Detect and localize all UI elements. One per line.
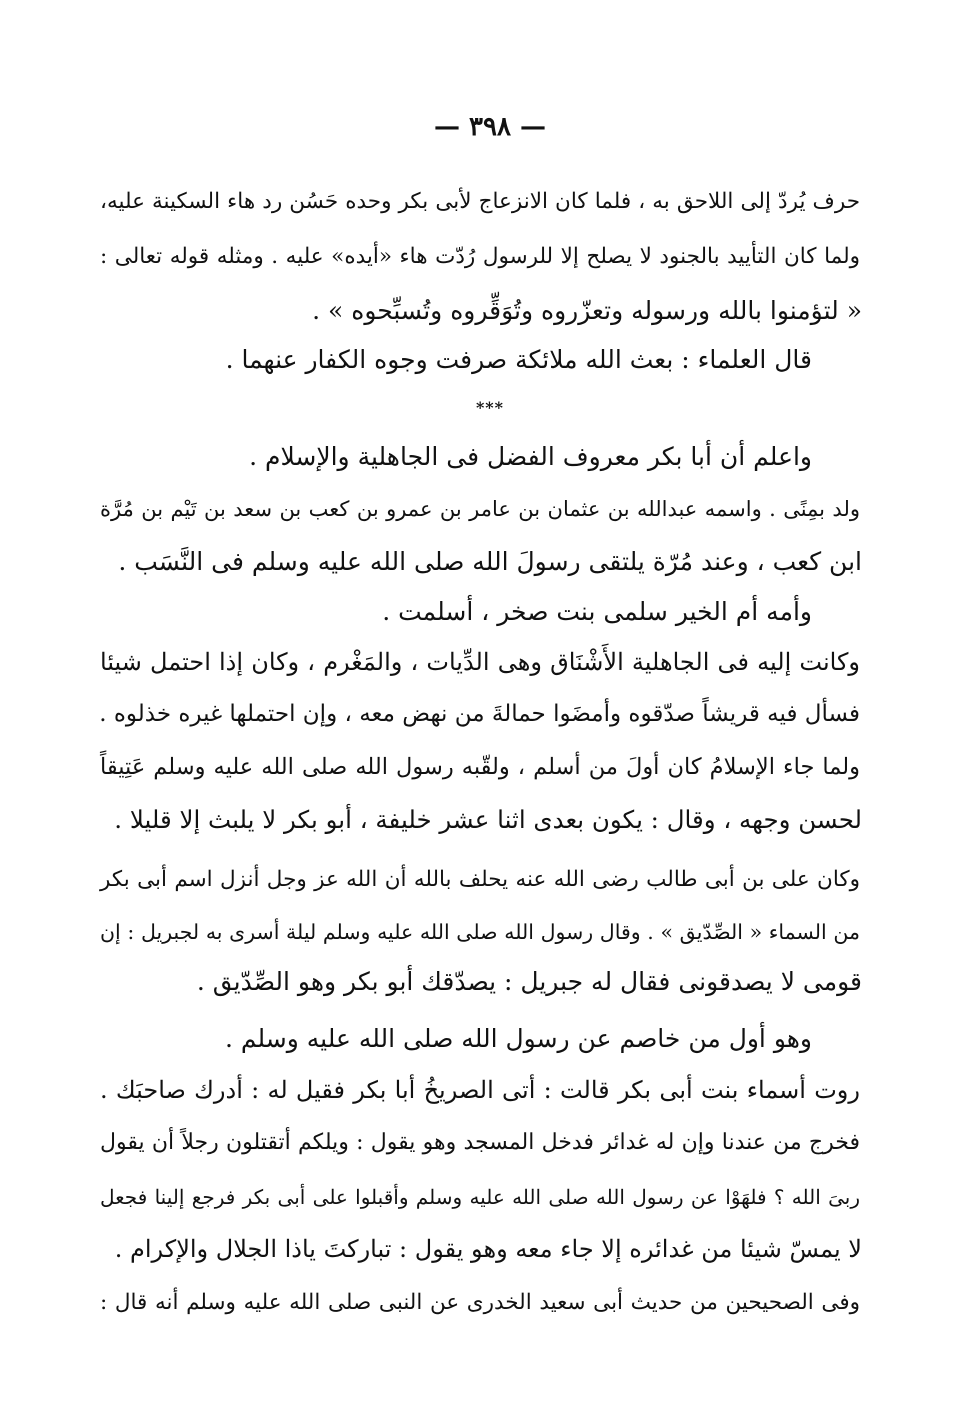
section-separator: *** — [475, 398, 505, 417]
text-line-15: قومى لا يصدقونى فقال له جبريل : يصدّقك أبو بكر وهو الصِّدّيق . — [196, 967, 862, 996]
text-line-20: لا يمسّ شيئا من غدائره إلا جاء معه وهو يقول : تباركتَ ياذا الجلال والإكرام . — [114, 1235, 862, 1263]
text-line-2: ولما كان التأييد بالجنود لا يصلح إلا للرسول رُدّت هاء «أيده» عليه . ومثله قوله تعالى : — [100, 244, 860, 269]
text-line-4: قال العلماء : بعث الله ملائكة صرفت وجوه الكفار عنهما . — [225, 345, 812, 374]
text-line-6: ولد بمِنًى . واسمه عبدالله بن عثمان بن عامر بن عمرو بن كعب بن سعد بن تَيْم بن مُرَّة — [100, 497, 860, 521]
page-number: — ٣٩٨ — — [433, 112, 547, 142]
text-line-10: فسأل فيه قريشاً صدّقوه وأمضَوا حمالةَ من نهض معه ، وإن احتملها غيره خذلوه . — [99, 701, 860, 727]
text-line-3: « لتؤمنوا بالله ورسوله وتعزّروه وتُوَقِّروه وتُسبِّحوه » . — [312, 296, 862, 325]
text-line-9: وكانت إليه فى الجاهلية الأَشْنَاق وهى الدِّيات ، والمَغْرم ، وكان إذا احتمل شيئا — [100, 648, 860, 676]
text-line-13: وكان على بن أبى طالب رضى الله عنه يحلف بالله أن الله عز وجل أنزل اسم أبى بكر — [100, 867, 860, 892]
text-line-16: وهو أول من خاصم عن رسول الله صلى الله عليه وسلم . — [224, 1024, 812, 1053]
text-line-14: من السماء « الصِّدّيق » . وقال رسول الله صلى الله عليه وسلم ليلة أسرى به لجبريل : إن — [100, 920, 860, 944]
text-line-18: فخرج من عندنا وإن له غدائر فدخل المسجد وهو يقول : ويلكم أتقتلون رجلاً أن يقول — [100, 1130, 860, 1155]
text-line-7: ابن كعب ، وعند مُرّة يلتقى رسولَ الله صلى الله عليه وسلم فى النَّسَب . — [118, 547, 862, 576]
text-line-1: حرف يُردّ إلى اللاحق به ، فلما كان الانزعاج لأبى بكر وحده حَسُن رد هاء السكينة عليه، — [100, 189, 860, 214]
text-line-17: روت أسماء بنت أبى بكر قالت : أتى الصريخُ أبا بكر فقيل له : أدرك صاحبَك . — [100, 1076, 860, 1104]
text-line-19: ربىَ الله ؟ فلهَوْا عن رسول الله صلى الله عليه وسلم وأقبلوا على أبى بكر فرجع إلينا فجعل — [100, 1185, 860, 1209]
text-line-21: وفى الصحيحين من حديث أبى سعيد الخدرى عن النبى صلى الله عليه وسلم أنه قال : — [100, 1290, 860, 1315]
text-line-12: لحسن وجهه ، وقال : يكون بعدى اثنا عشر خليفة ، أبو بكر لا يلبث إلا قليلا . — [114, 805, 862, 834]
text-line-11: ولما جاء الإسلامُ كان أولَ من أسلم ، ولقّبه رسول الله صلى الله عليه وسلم عَتِيقاً — [100, 754, 860, 780]
text-line-5: واعلم أن أبا بكر معروف الفضل فى الجاهلية والإسلام . — [249, 442, 812, 471]
text-line-8: وأمه أم الخير سلمى بنت صخر ، أسلمت . — [382, 597, 812, 626]
